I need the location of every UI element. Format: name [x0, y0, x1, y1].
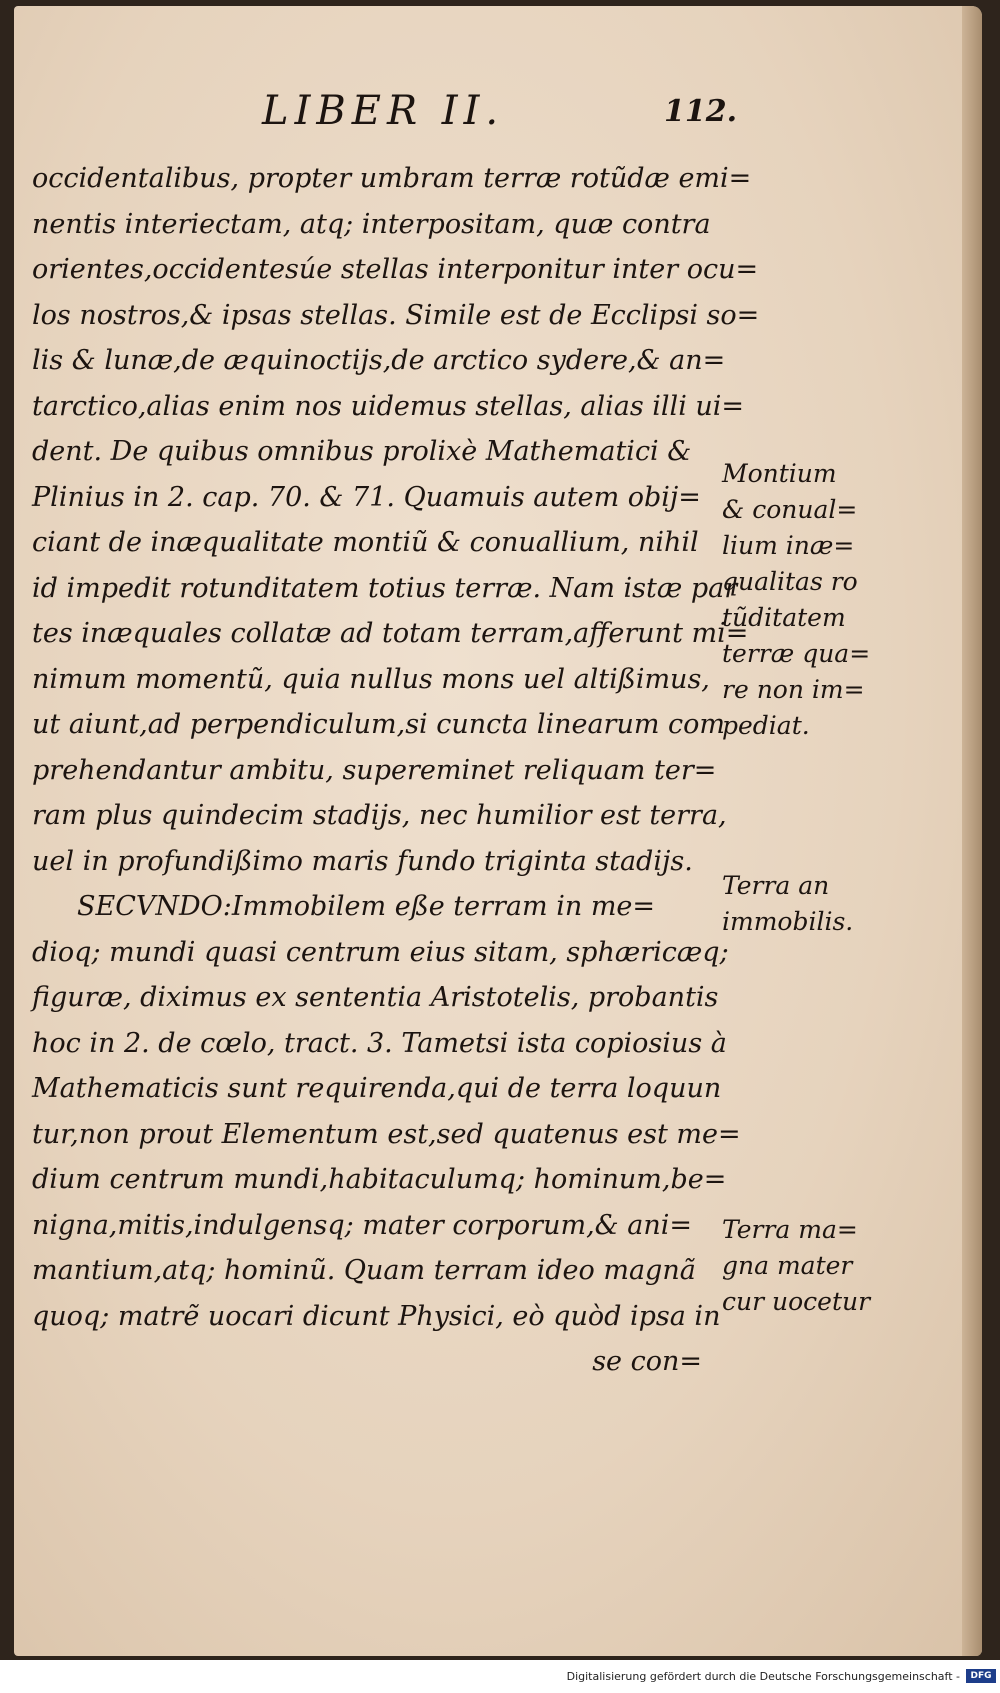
text-line: tes inæquales collatæ ad totam terram,afferunt mi=: [32, 618, 749, 649]
text-line: Mathematicis sunt requirenda,qui de terra loquun: [32, 1073, 722, 1104]
text-line: nimum momentũ, quia nullus mons uel altißimus,: [32, 663, 710, 695]
marginal-line: Montium: [722, 459, 837, 488]
digitization-credit: Digitalisierung gefördert durch die Deutsche Forschungsgemeinschaft -: [566, 1670, 960, 1683]
text-line: ciant de inæqualitate montiũ & conuallium, nihil: [32, 527, 699, 558]
dfg-logo: DFG: [966, 1669, 996, 1683]
text-line: id impedit rotunditatem totius terræ. Nam istæ par: [32, 572, 738, 604]
page-number: 112.: [664, 94, 738, 129]
marginal-line: cur uocetur: [722, 1287, 871, 1316]
text-line: orientes,occidentesúe stellas interponitur inter ocu=: [32, 254, 759, 285]
marginal-line: tũditatem: [722, 603, 846, 632]
text-line: tarctico,alias enim nos uidemus stellas, alias illi ui=: [32, 390, 745, 422]
text-line: figuræ, diximus ex sententia Aristotelis, probantis: [32, 982, 719, 1013]
marginal-line: & conual=: [722, 495, 858, 524]
marginal-line: pediat.: [722, 711, 810, 740]
marginal-line: gna mater: [722, 1251, 853, 1280]
text-line: quoq; matrẽ uocari dicunt Physici, eò quòd ipsa in: [32, 1300, 721, 1332]
text-line: tur,non prout Elementum est,sed quatenus est me=: [32, 1118, 741, 1150]
page-edge: [962, 6, 982, 1656]
text-line: prehendantur ambitu, supereminet reliquam ter=: [32, 754, 717, 786]
text-line: dioq; mundi quasi centrum eius sitam, sphæricæq;: [32, 936, 729, 968]
marginal-line: Terra an: [722, 871, 830, 900]
text-line: nigna,mitis,indulgensq; mater corporum,& ani=: [32, 1209, 693, 1241]
text-line: dent. De quibus omnibus prolixè Mathematici &: [32, 436, 692, 467]
paragraph-start-line: SECVNDO:Immobilem eße terram in me=: [77, 891, 656, 922]
text-line: uel in profundißimo maris fundo triginta stadijs.: [32, 845, 693, 877]
text-line: ut aiunt,ad perpendiculum,si cuncta linearum com: [32, 709, 726, 740]
marginal-line: qualitas ro: [722, 567, 858, 596]
catchword: se con=: [592, 1346, 702, 1377]
text-line: occidentalibus, propter umbram terræ rotũdæ emi=: [32, 163, 752, 194]
marginal-line: re non im=: [722, 675, 865, 704]
page-header: [0, 88, 1000, 138]
marginal-line: immobilis.: [722, 907, 854, 936]
main-text-block: [32, 156, 760, 1385]
text-line: los nostros,& ipsas stellas. Simile est de Ecclipsi so=: [32, 299, 760, 331]
running-head: LIBER II.: [262, 88, 505, 134]
text-line: dium centrum mundi,habitaculumq; hominum,be=: [32, 1164, 727, 1195]
marginal-note-montium: [722, 456, 892, 744]
text-line: ram plus quindecim stadijs, nec humilior est terra,: [32, 800, 727, 831]
text-line: Plinius in 2. cap. 70. & 71. Quamuis autem obij=: [32, 481, 701, 513]
text-line: hoc in 2. de cœlo, tract. 3. Tametsi ista copiosius à: [32, 1027, 727, 1059]
text-line: nentis interiectam, atq; interpositam, quæ contra: [32, 208, 711, 240]
marginal-line: lium inæ=: [722, 531, 855, 560]
marginal-note-terra-immobilis: [722, 868, 892, 940]
marginal-line: Terra ma=: [722, 1215, 858, 1244]
marginal-note-terra-mater: [722, 1212, 892, 1320]
text-line: lis & lunæ,de æquinoctijs,de arctico sydere,& an=: [32, 345, 726, 376]
marginal-line: terræ qua=: [722, 639, 871, 668]
text-line: mantium,atq; hominũ. Quam terram ideo magnã: [32, 1255, 696, 1286]
